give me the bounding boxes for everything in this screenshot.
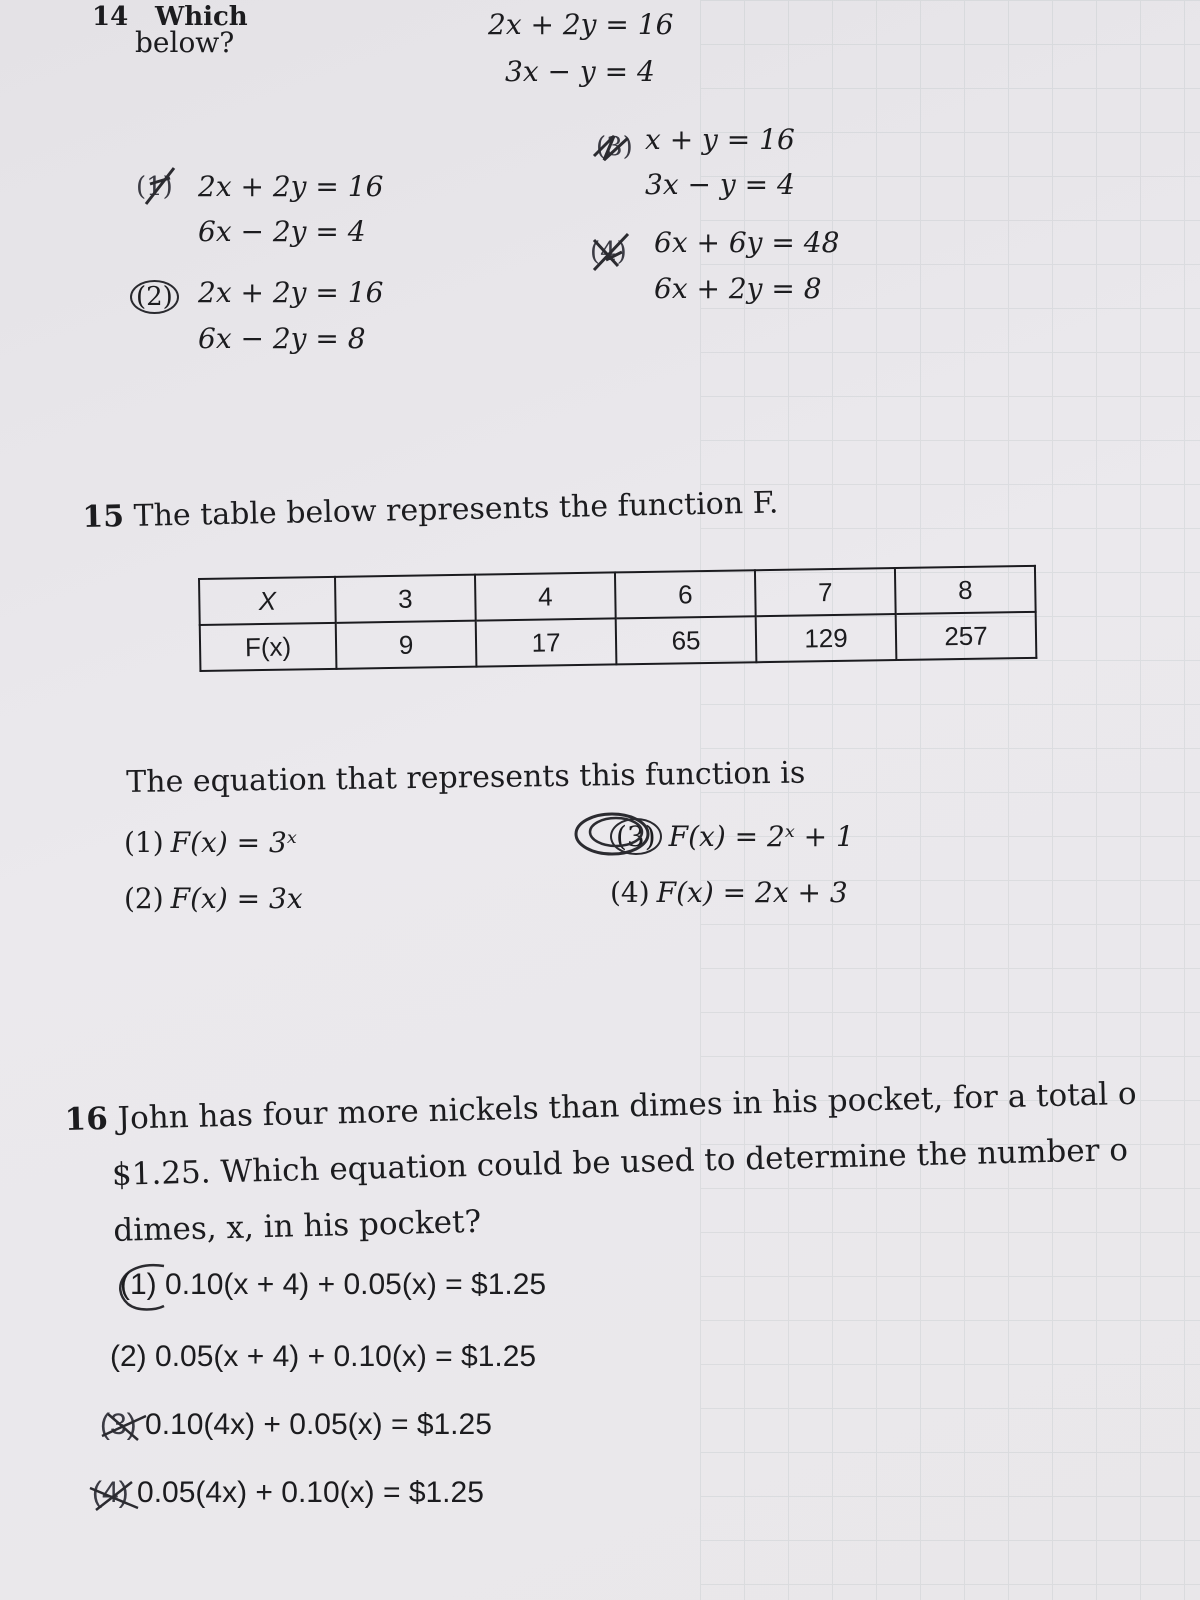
function-table xyxy=(198,565,1037,672)
cross-out-mark-icon xyxy=(140,164,180,210)
q14-choice-3-label[interactable]: (3) xyxy=(596,132,633,162)
q14-choice-1-line-1: 2x + 2y = 16 xyxy=(198,170,384,203)
q14-choice-4-label[interactable]: (4) xyxy=(590,237,627,267)
q16-choice-1-text: 0.10(x + 4) + 0.05(x) = $1.25 xyxy=(165,1268,547,1301)
q15-stem-text: The table below represents the function F. xyxy=(133,485,779,534)
q14-choice-4-line-2: 6x + 2y = 8 xyxy=(654,272,822,305)
q15-stem xyxy=(82,485,779,535)
q14-given-line-2: 3x − y = 4 xyxy=(505,55,655,88)
q15-question: The equation that represents this function is xyxy=(126,755,806,800)
q16-choice-4[interactable] xyxy=(92,1476,484,1510)
q16-choice-2[interactable] xyxy=(110,1340,536,1374)
q15-choice-4-label: (4) xyxy=(610,876,650,909)
q14-stem-fragment: Which xyxy=(155,2,248,32)
q16-stem xyxy=(64,1066,1140,1260)
table-cell: 129 xyxy=(756,614,897,662)
cross-out-mark-icon xyxy=(588,230,638,276)
q16-choice-2-label: (2) xyxy=(110,1340,147,1373)
q14-stem-continuation: below? xyxy=(135,26,235,59)
q16-stem-line-2: $1.25. Which equation could be used to determine the number o xyxy=(111,1132,1129,1193)
q14-choice-1-label[interactable]: (1) xyxy=(136,172,173,202)
q16-choice-3-text: 0.10(4x) + 0.05(x) = $1.25 xyxy=(145,1408,492,1441)
q14-number: 14 xyxy=(92,2,129,32)
table-cell: 65 xyxy=(616,616,757,664)
q15-choice-1-label: (1) xyxy=(124,826,164,859)
circle-scribble-icon xyxy=(570,808,660,858)
q14-choice-4-line-1: 6x + 6y = 48 xyxy=(654,226,840,259)
q16-choice-3-label: (3) xyxy=(100,1408,137,1441)
q16-choice-4-label: (4) xyxy=(92,1476,129,1509)
q14-choice-2-label[interactable]: (2) xyxy=(130,282,179,312)
q15-choice-3-text: F(x) = 2ˣ + 1 xyxy=(668,820,854,853)
table-cell: 6 xyxy=(615,570,756,618)
q16-number: 16 xyxy=(64,1100,109,1138)
q14-choice-3-line-1: x + y = 16 xyxy=(645,123,795,156)
cross-out-mark-icon xyxy=(98,1406,152,1446)
table-cell: 3 xyxy=(335,575,476,623)
q16-choice-1-label: (1) xyxy=(120,1268,157,1301)
q15-choice-1[interactable] xyxy=(124,826,297,860)
q14-choice-3-line-2: 3x − y = 4 xyxy=(645,168,795,201)
q16-stem-line-1: 16 John has four more nickels than dimes in his pocket, for a total o xyxy=(64,1075,1137,1138)
q15-choice-4[interactable] xyxy=(610,876,848,910)
table-cell: 17 xyxy=(476,618,617,666)
scribble-mark-icon xyxy=(590,130,636,166)
table-cell: 8 xyxy=(895,566,1036,614)
q15-choice-1-text: F(x) = 3ˣ xyxy=(170,826,297,859)
q16-choice-1[interactable] xyxy=(120,1268,546,1302)
q16-choice-4-text: 0.05(4x) + 0.10(x) = $1.25 xyxy=(137,1476,484,1509)
cross-out-mark-icon xyxy=(86,1478,146,1518)
table-cell: 9 xyxy=(336,621,477,669)
q16-choice-2-text: 0.05(x + 4) + 0.10(x) = $1.25 xyxy=(155,1340,537,1373)
q15-choice-2-text: F(x) = 3x xyxy=(170,882,303,915)
table-cell: 4 xyxy=(475,572,616,620)
q15-choice-4-text: F(x) = 2x + 3 xyxy=(656,876,848,909)
row-header-fx: F(x) xyxy=(200,623,337,671)
q15-number: 15 xyxy=(82,499,125,535)
q16-choice-3[interactable] xyxy=(100,1408,492,1442)
q14-choice-2-line-1: 2x + 2y = 16 xyxy=(198,276,384,309)
q14-choice-1-line-2: 6x − 2y = 4 xyxy=(198,215,366,248)
q15-choice-3-label: (3) xyxy=(610,818,662,855)
q14-given-line-1: 2x + 2y = 16 xyxy=(488,8,674,41)
table-cell: 257 xyxy=(896,612,1037,660)
q16-stem-line-3: dimes, x, in his pocket? xyxy=(112,1203,482,1249)
q14-choice-2-line-2: 6x − 2y = 8 xyxy=(198,322,366,355)
q15-choice-2-label: (2) xyxy=(124,882,164,915)
table-cell: 7 xyxy=(755,568,896,616)
row-header-x: X xyxy=(199,577,336,625)
q15-choice-2[interactable] xyxy=(124,882,303,916)
